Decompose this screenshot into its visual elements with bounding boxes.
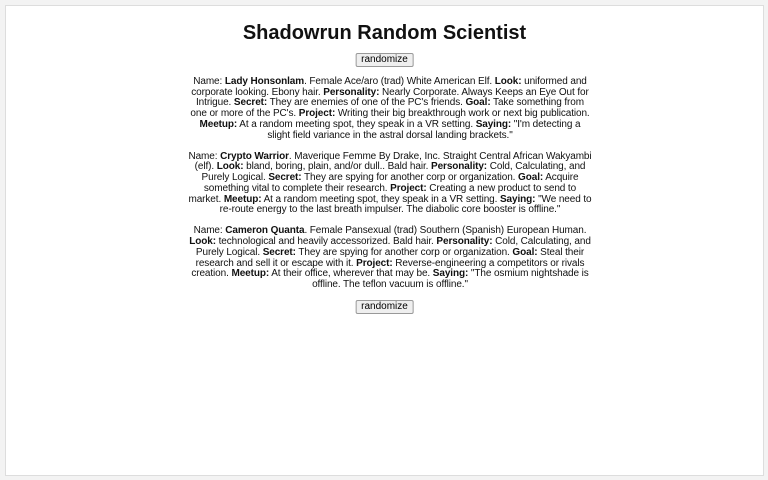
scientist-saying: "The osmium nightshade is offline. The teflon vacuum is offline." <box>312 268 589 290</box>
scientist-project: Reverse-engineering a competitors or rivals creation. <box>191 257 585 280</box>
meetup-label: Meetup: <box>231 268 270 280</box>
randomize-button-bottom[interactable]: randomize <box>355 300 414 314</box>
scientist-project: Creating a new product to send to market. <box>188 182 577 205</box>
personality-label: Personality: <box>323 86 380 98</box>
scientist-secret: They are spying for another corp or organization. <box>295 246 513 258</box>
secret-label: Secret: <box>262 246 296 258</box>
scientist-look: technological and heavily accessorized. Bald hair. <box>215 236 437 248</box>
scientist-name: Lady Honsonlam <box>224 76 305 87</box>
scientist-look: uniformed and corporate looking. Ebony hair. <box>191 76 587 98</box>
scientist-secret: They are enemies of one of the PC's friends. <box>267 97 466 109</box>
scientist-secret: They are spying for another corp or organization. <box>301 172 519 184</box>
scientist-personality: Cold, Calculating, and Purely Logical. <box>195 236 591 258</box>
name-label: Name: <box>193 76 223 87</box>
saying-label: Saying: <box>499 193 536 205</box>
scientist-desc: . Female Ace/aro (trad) White American Elf. <box>304 76 495 87</box>
scientist-look: bland, boring, plain, and/or dull.. Bald hair. <box>243 161 431 173</box>
scientist-goal: Steal their research and sell it or escape with it. <box>195 246 585 269</box>
scientist-saying: "I'm detecting a slight field variance in the astral dorsal landing brackets." <box>267 118 581 141</box>
name-label: Name: <box>193 225 223 237</box>
scientist-project: Writing their big breakthrough work or next big publication. <box>335 108 590 120</box>
scientist-name: Cameron Quanta <box>225 225 305 237</box>
goal-label: Goal: <box>518 172 544 184</box>
scientist-personality: Nearly Corporate. Always Keeps an Eye Out for Intrigue. <box>196 86 589 109</box>
scientist-meetup: At a random meeting spot, they speak in a VR setting. <box>261 193 500 205</box>
page-title: Shadowrun Random Scientist <box>242 22 527 44</box>
scientist-personality: Cold, Calculating, and Purely Logical. <box>201 161 586 184</box>
look-label: Look: <box>189 236 216 248</box>
meetup-label: Meetup: <box>223 193 262 205</box>
meetup-label: Meetup: <box>199 118 238 130</box>
scientist-goal: Acquire something vital to complete their research. <box>203 172 579 194</box>
goal-label: Goal: <box>512 246 538 258</box>
goal-label: Goal: <box>465 97 491 109</box>
name-label: Name: <box>188 150 218 162</box>
project-label: Project: <box>390 182 427 194</box>
project-label: Project: <box>298 108 336 120</box>
project-label: Project: <box>356 257 393 269</box>
scientist-entry <box>188 77 592 141</box>
scientist-name: Crypto Warrior <box>220 150 289 162</box>
scientist-meetup: At their office, wherever that may be. <box>269 268 433 280</box>
look-label: Look: <box>216 161 244 173</box>
saying-label: Saying: <box>432 268 469 280</box>
scientist-entry <box>188 152 592 216</box>
secret-label: Secret: <box>268 172 302 184</box>
scientist-desc: . Female Pansexual (trad) Southern (Spanish) European Human. <box>304 225 587 237</box>
scientist-saying: "We need to re-route energy to the last breath impulser. The diabolic core booster is offline." <box>219 193 592 216</box>
scientist-meetup: At a random meeting spot, they speak in a VR setting. <box>237 118 476 130</box>
secret-label: Secret: <box>233 97 268 109</box>
scientist-list <box>188 77 592 301</box>
personality-label: Personality: <box>431 161 488 173</box>
personality-label: Personality: <box>436 236 493 248</box>
page-frame <box>5 5 764 476</box>
scientist-desc: . Maverique Femme By Drake, Inc. Straight Central African Wakyambi (elf). <box>194 150 592 173</box>
randomize-button-top[interactable]: randomize <box>355 53 414 67</box>
saying-label: Saying: <box>475 118 512 130</box>
scientist-entry <box>188 226 592 290</box>
scientist-goal: Take something from one or more of the PC's. <box>190 97 584 120</box>
look-label: Look: <box>494 76 522 87</box>
